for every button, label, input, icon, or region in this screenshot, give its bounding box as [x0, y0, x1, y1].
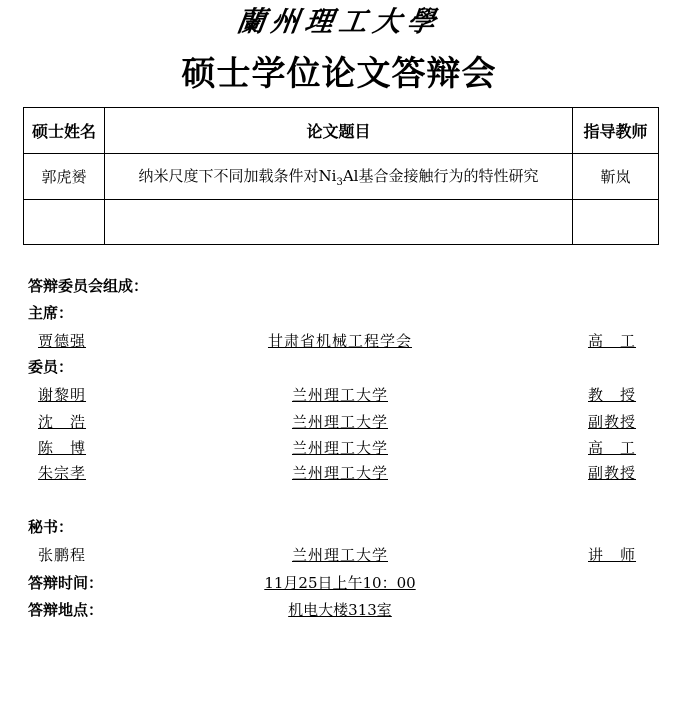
university-logo: 蘭州理工大學 [234, 5, 444, 38]
member-row [0, 385, 678, 405]
defense-time-label: 答辩时间： [28, 574, 104, 592]
table-row [24, 154, 659, 200]
page-title: 硕士学位论文答辩会 [181, 54, 497, 94]
chair-org: 甘肃省机械工程学会 [267, 332, 412, 350]
chair-label: 主席： [28, 304, 74, 322]
member-rank: 副教授 [588, 464, 637, 482]
member-row [0, 412, 678, 432]
member-rank: 副教授 [588, 413, 637, 431]
member-row [0, 463, 678, 483]
defense-place-row [0, 600, 678, 620]
thesis-title-subscript: 3 [336, 177, 343, 188]
member-org: 兰州理工大学 [291, 464, 388, 482]
committee-heading: 答辩委员会组成： [28, 277, 149, 295]
member-rank: 高 工 [588, 439, 637, 457]
empty-cell [573, 200, 659, 245]
empty-cell [24, 200, 105, 245]
secretary-label: 秘书： [28, 518, 74, 536]
chair-rank: 高 工 [588, 332, 637, 350]
member-org: 兰州理工大学 [291, 386, 388, 404]
members-label: 委员： [28, 358, 74, 376]
header-student-name: 硕士姓名 [24, 108, 105, 154]
defense-time: 11月25日上午10：00 [264, 574, 416, 592]
member-name: 谢黎明 [38, 386, 87, 404]
header-advisor: 指导教师 [573, 108, 659, 154]
defense-place-label: 答辩地点： [28, 601, 104, 619]
chair-row [0, 331, 678, 351]
defense-place: 机电大楼313室 [288, 601, 392, 619]
thesis-table [23, 107, 659, 245]
chair-name: 贾德强 [38, 332, 87, 350]
member-row [0, 438, 678, 458]
thesis-title-part2: Al基合金接触行为的特性研究 [342, 167, 539, 185]
member-name: 沈 浩 [38, 413, 87, 431]
secretary-name: 张鹏程 [38, 546, 87, 564]
member-org: 兰州理工大学 [291, 439, 388, 457]
member-name: 朱宗孝 [38, 464, 87, 482]
thesis-title [105, 154, 573, 200]
member-org: 兰州理工大学 [291, 413, 388, 431]
defense-time-row [0, 573, 678, 593]
empty-cell [105, 200, 573, 245]
table-header-row [24, 108, 659, 154]
thesis-title-part1: 纳米尺度下不同加载条件对Ni [138, 167, 337, 185]
secretary-rank: 讲 师 [588, 546, 637, 564]
student-name: 郭虎赟 [24, 154, 105, 200]
header-thesis-title: 论文题目 [105, 108, 573, 154]
advisor-name: 靳岚 [573, 154, 659, 200]
secretary-org: 兰州理工大学 [291, 546, 388, 564]
member-name: 陈 博 [38, 439, 87, 457]
secretary-row [0, 545, 678, 565]
table-row-empty [24, 200, 659, 245]
member-rank: 教 授 [588, 386, 637, 404]
